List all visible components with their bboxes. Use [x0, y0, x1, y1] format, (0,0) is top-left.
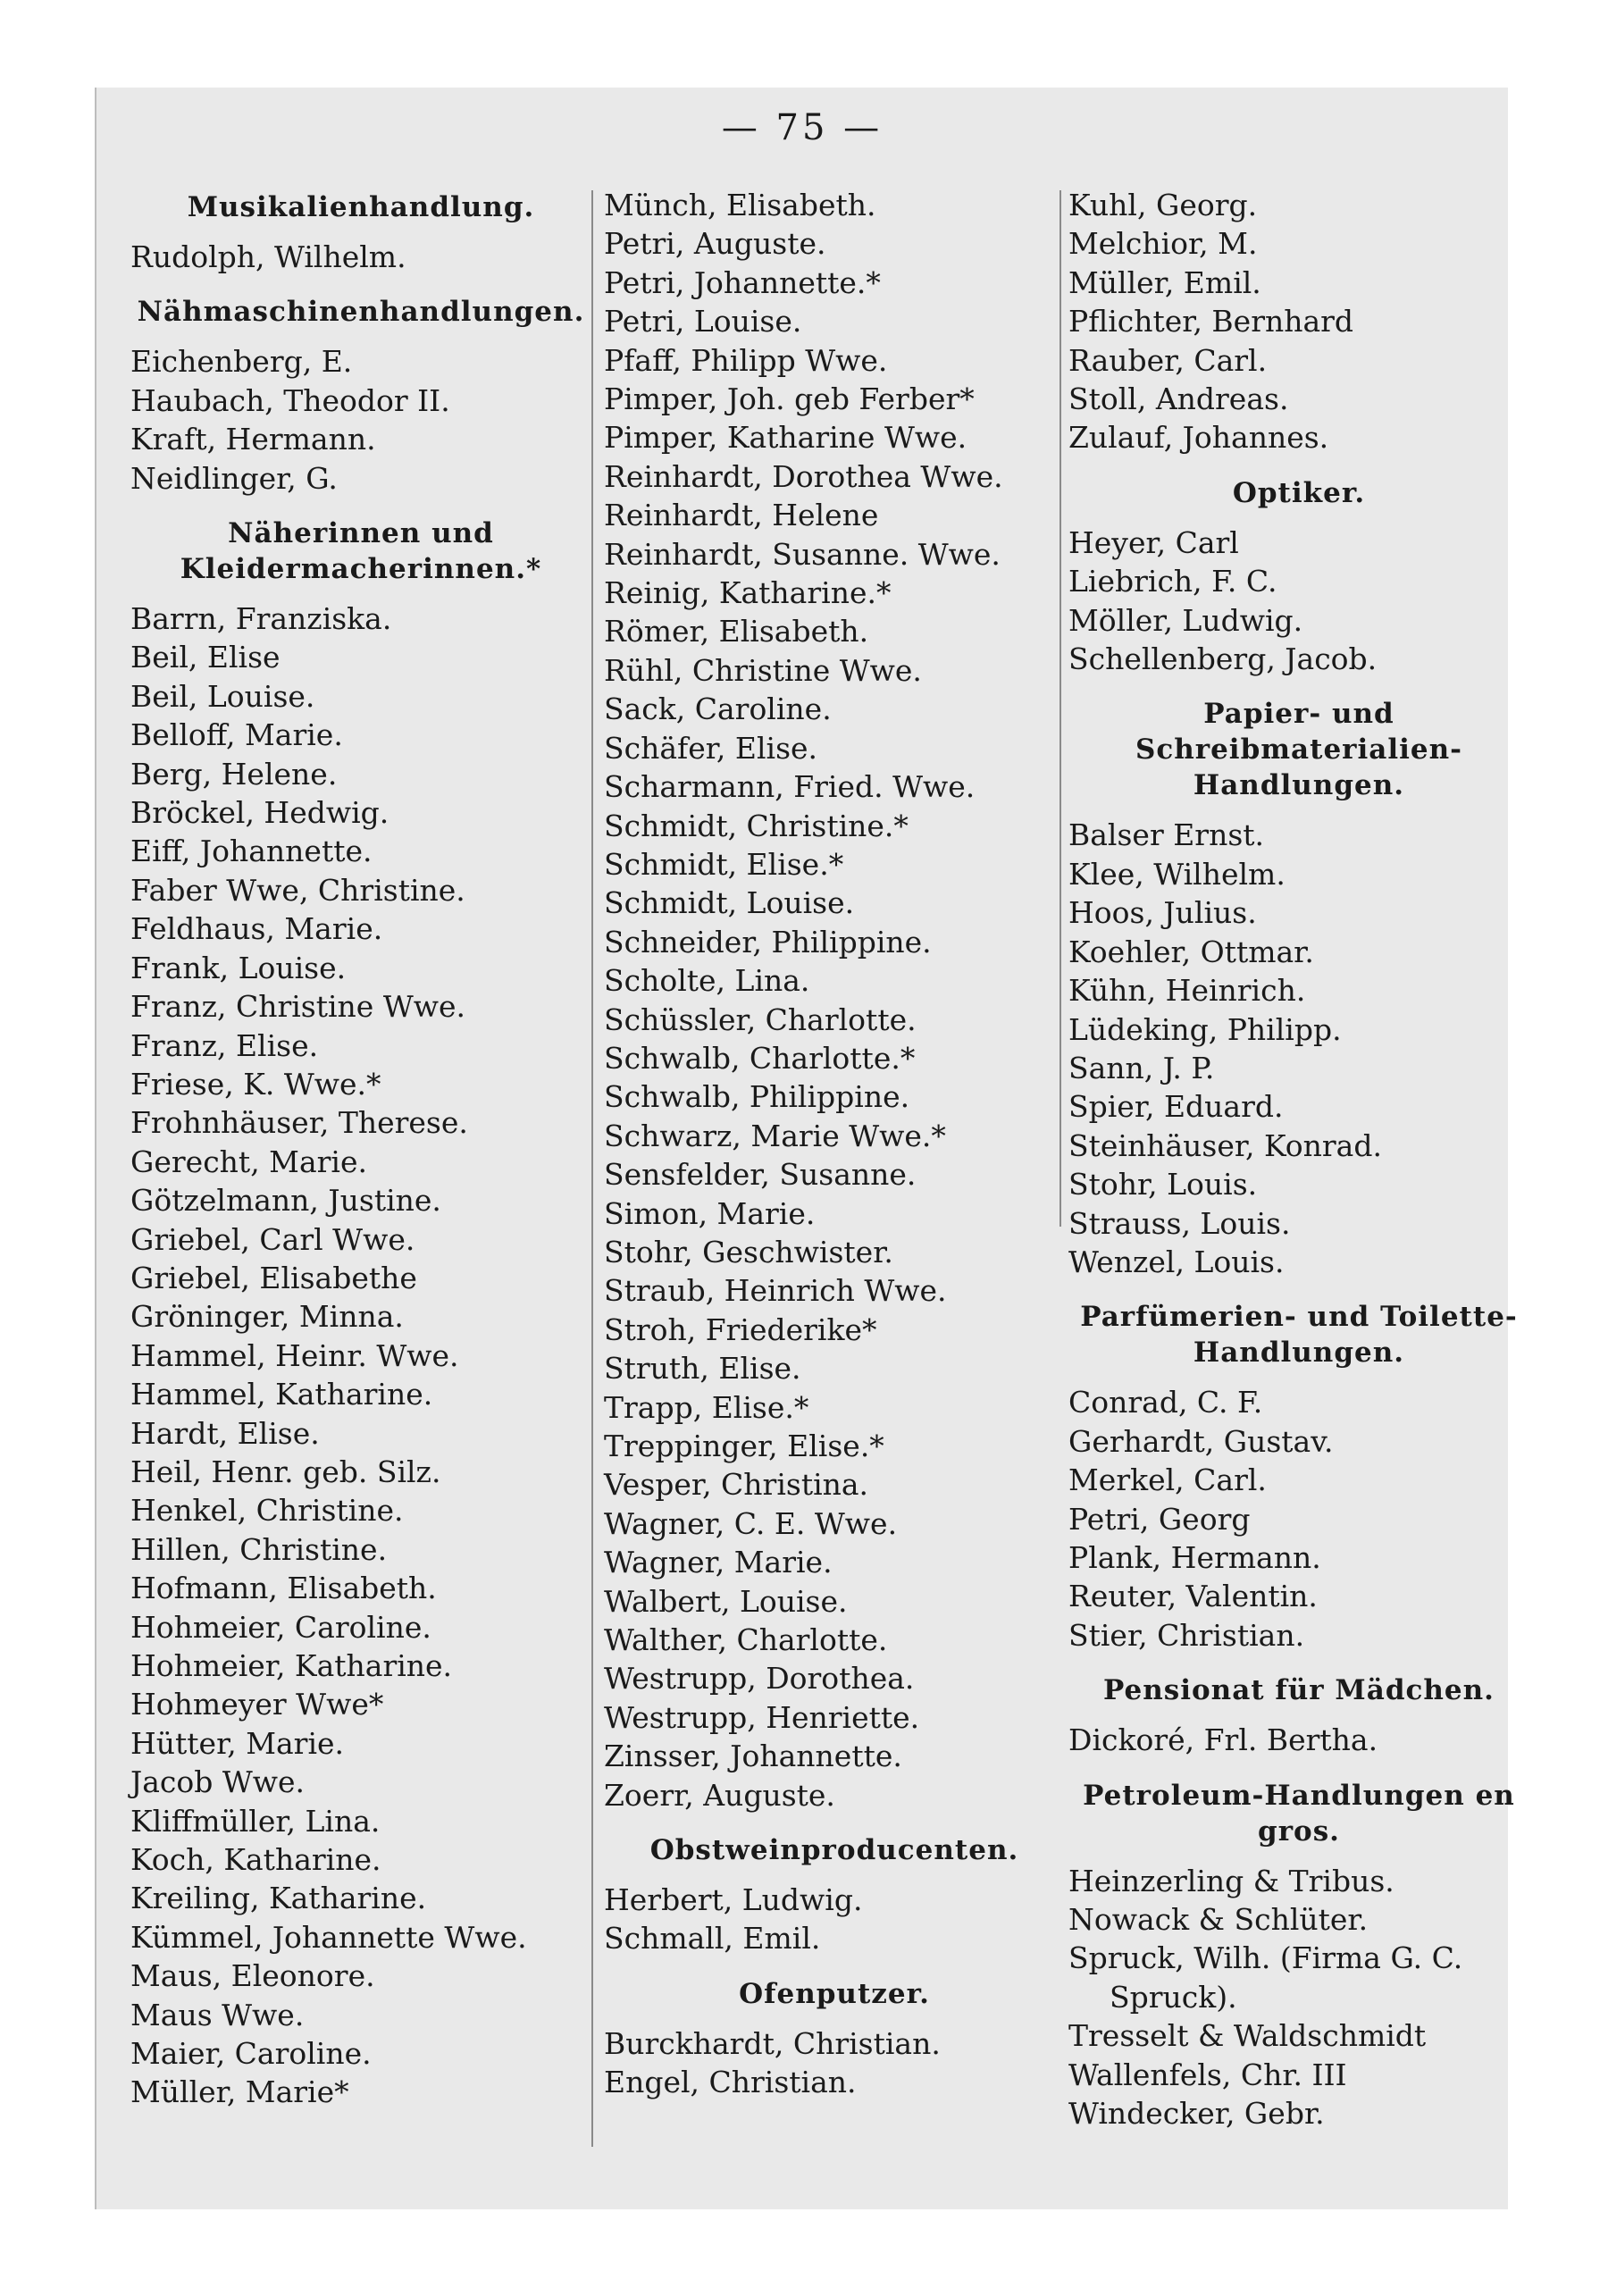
directory-entry: Tresselt & Waldschmidt: [1068, 2018, 1427, 2054]
directory-entry: Frohnhäuser, Therese.: [130, 1105, 468, 1141]
directory-entry: Spruck).: [1110, 1979, 1237, 2015]
directory-entry: Stroh, Friederike*: [604, 1311, 877, 1347]
directory-entry: Pimper, Katharine Wwe.: [604, 420, 967, 456]
directory-entry: Möller, Ludwig.: [1068, 602, 1303, 638]
directory-entry: Liebrich, F. C.: [1068, 564, 1277, 599]
directory-entry: Römer, Elisabeth.: [604, 614, 869, 649]
document-page: [95, 88, 1518, 2209]
directory-entry: Franz, Elise.: [130, 1027, 319, 1063]
directory-entry: Schmidt, Christine.*: [604, 808, 909, 843]
directory-entry: Eiff, Johannette.: [130, 834, 373, 869]
directory-entry: Frank, Louise.: [130, 950, 347, 985]
directory-entry: Henkel, Christine.: [130, 1493, 404, 1529]
directory-entry: Gerhardt, Gustav.: [1068, 1423, 1334, 1459]
directory-entry: Balser Ernst.: [1068, 817, 1265, 853]
directory-entry: Hillen, Christine.: [130, 1531, 388, 1567]
directory-entry: Lüdeking, Philipp.: [1068, 1011, 1342, 1047]
section-heading: Nähmaschinenhandlungen.: [137, 296, 585, 329]
column-1: [129, 186, 593, 2112]
directory-entry: Simon, Marie.: [604, 1195, 816, 1231]
directory-entry: Hohmeier, Katharine.: [130, 1648, 453, 1683]
directory-entry: Engel, Christian.: [604, 2065, 857, 2100]
directory-entry: Zinsser, Johannette.: [604, 1739, 902, 1774]
directory-entry: Schwalb, Charlotte.*: [604, 1040, 916, 1076]
directory-entry: Nowack & Schlüter.: [1068, 1902, 1369, 1937]
directory-entry: Friese, K. Wwe.*: [130, 1066, 381, 1102]
directory-entry: Sensfelder, Susanne.: [604, 1157, 917, 1193]
directory-entry: Reuter, Valentin.: [1068, 1579, 1318, 1614]
directory-entry: Spruck, Wilh. (Firma G. C.: [1068, 1940, 1463, 1976]
directory-entry: Haubach, Theodor II.: [130, 382, 450, 418]
directory-entry: Scholte, Lina.: [604, 963, 810, 999]
directory-entry: Westrupp, Henriette.: [604, 1699, 920, 1735]
directory-entry: Wagner, C. E. Wwe.: [604, 1505, 898, 1541]
directory-entry: Franz, Christine Wwe.: [130, 989, 466, 1025]
directory-entry: Pimper, Joh. geb Ferber*: [604, 381, 975, 417]
directory-entry: Kreiling, Katharine.: [130, 1881, 427, 1916]
section-heading: Papier- und Schreibmaterialien-Handlungen.: [1135, 698, 1463, 802]
directory-entry: Reinhardt, Dorothea Wwe.: [604, 458, 1003, 494]
section-heading: Parfümerien- und Toilette-Handlungen.: [1080, 1301, 1518, 1370]
directory-entry: Hütter, Marie.: [130, 1725, 345, 1761]
directory-entry: Beil, Elise: [130, 640, 281, 675]
directory-entry: Hohmeier, Caroline.: [130, 1609, 431, 1645]
directory-entry: Stoll, Andreas.: [1068, 381, 1289, 417]
directory-entry: Hardt, Elise.: [130, 1415, 320, 1451]
directory-entry: Hammel, Heinr. Wwe.: [130, 1337, 459, 1373]
directory-entry: Treppinger, Elise.*: [604, 1429, 884, 1463]
directory-entry: Maier, Caroline.: [130, 2036, 372, 2072]
directory-entry: Maus, Eleonore.: [130, 1958, 375, 1994]
directory-entry: Zulauf, Johannes.: [1068, 420, 1329, 456]
directory-entry: Belloff, Marie.: [130, 717, 343, 753]
directory-entry: Schwarz, Marie Wwe.*: [604, 1118, 946, 1153]
directory-entry: Conrad, C. F.: [1068, 1385, 1263, 1420]
directory-entry: Burckhardt, Christian.: [604, 2025, 941, 2061]
directory-entry: Neidlinger, G.: [130, 460, 338, 496]
directory-entry: Merkel, Carl.: [1068, 1462, 1267, 1498]
directory-entry: Münch, Elisabeth.: [604, 188, 876, 222]
directory-entry: Bröckel, Hedwig.: [130, 795, 389, 831]
directory-entry: Wenzel, Louis.: [1068, 1244, 1285, 1279]
directory-entry: Hofmann, Elisabeth.: [130, 1571, 437, 1606]
directory-entry: Jacob Wwe.: [130, 1764, 306, 1800]
directory-entry: Heil, Henr. geb. Silz.: [130, 1454, 441, 1489]
directory-entry: Stohr, Louis.: [1068, 1167, 1258, 1202]
directory-entry: Müller, Emil.: [1068, 264, 1261, 300]
directory-entry: Schwalb, Philippine.: [604, 1079, 910, 1115]
directory-entry: Herbert, Ludwig.: [604, 1882, 863, 1918]
directory-entry: Eichenberg, E.: [130, 344, 353, 380]
directory-entry: Wallenfels, Chr. III: [1068, 2057, 1347, 2092]
section-heading: Musikalienhandlung.: [187, 191, 535, 223]
directory-entry: Reinhardt, Susanne. Wwe.: [604, 536, 1001, 572]
directory-entry: Barrn, Franziska.: [130, 601, 392, 637]
directory-entry: Gerecht, Marie.: [130, 1144, 367, 1179]
directory-entry: Berg, Helene.: [130, 756, 338, 792]
directory-entry: Griebel, Elisabethe: [130, 1260, 417, 1295]
directory-entry: Hohmeyer Wwe*: [130, 1687, 384, 1722]
section-heading: Obstweinproducenten.: [649, 1834, 1019, 1867]
directory-entry: Koch, Katharine.: [130, 1842, 381, 1878]
directory-entry: Pflichter, Bernhard: [1068, 304, 1354, 339]
directory-entry: Walbert, Louise.: [604, 1583, 848, 1619]
directory-entry: Rauber, Carl.: [1068, 342, 1268, 378]
directory-entry: Schmidt, Elise.*: [604, 846, 844, 882]
directory-entry: Petri, Auguste.: [604, 226, 826, 262]
directory-entry: Strauss, Louis.: [1068, 1205, 1291, 1241]
column-3: [1067, 186, 1531, 2133]
directory-entry: Kraft, Hermann.: [130, 422, 376, 457]
directory-entry: Petri, Georg: [1068, 1501, 1251, 1537]
directory-entry: Struth, Elise.: [604, 1351, 801, 1387]
directory-entry: Heinzerling & Tribus.: [1068, 1863, 1394, 1898]
section-heading: Ofenputzer.: [739, 1977, 930, 2010]
directory-entry: Beil, Louise.: [130, 678, 315, 714]
directory-entry: Stier, Christian.: [1068, 1617, 1305, 1653]
directory-entry: Kühn, Heinrich.: [1068, 973, 1306, 1009]
directory-entry: Faber Wwe, Christine.: [130, 872, 465, 908]
directory-entry: Wagner, Marie.: [604, 1545, 833, 1580]
directory-entry: Walther, Charlotte.: [604, 1622, 888, 1658]
directory-entry: Dickoré, Frl. Bertha.: [1068, 1722, 1378, 1758]
directory-entry: Kuhl, Georg.: [1068, 188, 1258, 222]
directory-entry: Hammel, Katharine.: [130, 1377, 433, 1412]
directory-entry: Sack, Caroline.: [604, 691, 832, 727]
section-heading: Optiker.: [1232, 476, 1366, 509]
directory-entry: Müller, Marie*: [130, 2074, 349, 2110]
directory-entry: Reinig, Katharine.*: [604, 575, 892, 611]
directory-entry: Heyer, Carl: [1068, 524, 1239, 560]
directory-entry: Hoos, Julius.: [1068, 895, 1257, 931]
directory-entry: Kümmel, Johannette Wwe.: [130, 1919, 527, 1955]
directory-entry: Griebel, Carl Wwe.: [130, 1221, 415, 1257]
directory-entry: Sann, J. P.: [1068, 1050, 1215, 1085]
directory-entry: Petri, Louise.: [604, 304, 802, 339]
directory-entry: Melchior, M.: [1068, 226, 1258, 262]
directory-entry: Schmidt, Louise.: [604, 885, 855, 921]
directory-entry: Pfaff, Philipp Wwe.: [604, 342, 888, 378]
section-heading: Pensionat für Mädchen.: [1103, 1674, 1495, 1707]
directory-entry: Reinhardt, Helene: [604, 498, 879, 533]
directory-entry: Klee, Wilhelm.: [1068, 856, 1286, 892]
directory-entry: Schneider, Philippine.: [604, 924, 932, 959]
directory-entry: Schäfer, Elise.: [604, 730, 818, 766]
directory-entry: Rühl, Christine Wwe.: [604, 652, 922, 688]
section-heading: Petroleum-Handlungen en gros.: [1083, 1779, 1515, 1848]
directory-entry: Plank, Hermann.: [1068, 1539, 1321, 1575]
directory-entry: Scharmann, Fried. Wwe.: [604, 769, 976, 805]
directory-entry: Westrupp, Dorothea.: [604, 1661, 915, 1697]
directory-entry: Kliffmüller, Lina.: [130, 1803, 381, 1839]
directory-entry: Gröninger, Minna.: [130, 1299, 404, 1335]
page-number: — 75 —: [721, 107, 884, 148]
directory-entry: Götzelmann, Justine.: [130, 1183, 441, 1219]
directory-entry: Windecker, Gebr.: [1068, 2096, 1325, 2132]
directory-entry: Steinhäuser, Konrad.: [1068, 1127, 1382, 1163]
directory-entry: Petri, Johannette.*: [604, 264, 881, 300]
section-heading: Näherinnen und Kleidermacherinnen.*: [180, 517, 542, 586]
directory-entry: Stohr, Geschwister.: [604, 1234, 893, 1270]
directory-entry: Schmall, Emil.: [604, 1921, 821, 1957]
directory-entry: Maus Wwe.: [130, 1997, 305, 2032]
directory-entry: Schüssler, Charlotte.: [604, 1001, 917, 1037]
directory-entry: Koehler, Ottmar.: [1068, 934, 1314, 969]
directory-entry: Zoerr, Auguste.: [604, 1777, 835, 1813]
directory-entry: Straub, Heinrich Wwe.: [604, 1273, 947, 1309]
directory-entry: Feldhaus, Marie.: [130, 911, 383, 947]
directory-entry: Trapp, Elise.*: [604, 1389, 809, 1425]
directory-entry: Vesper, Christina.: [604, 1467, 869, 1503]
directory-entry: Spier, Eduard.: [1068, 1089, 1284, 1125]
directory-entry: Schellenberg, Jacob.: [1068, 641, 1378, 677]
column-2: [602, 186, 1067, 2102]
directory-entry: Rudolph, Wilhelm.: [130, 239, 406, 274]
